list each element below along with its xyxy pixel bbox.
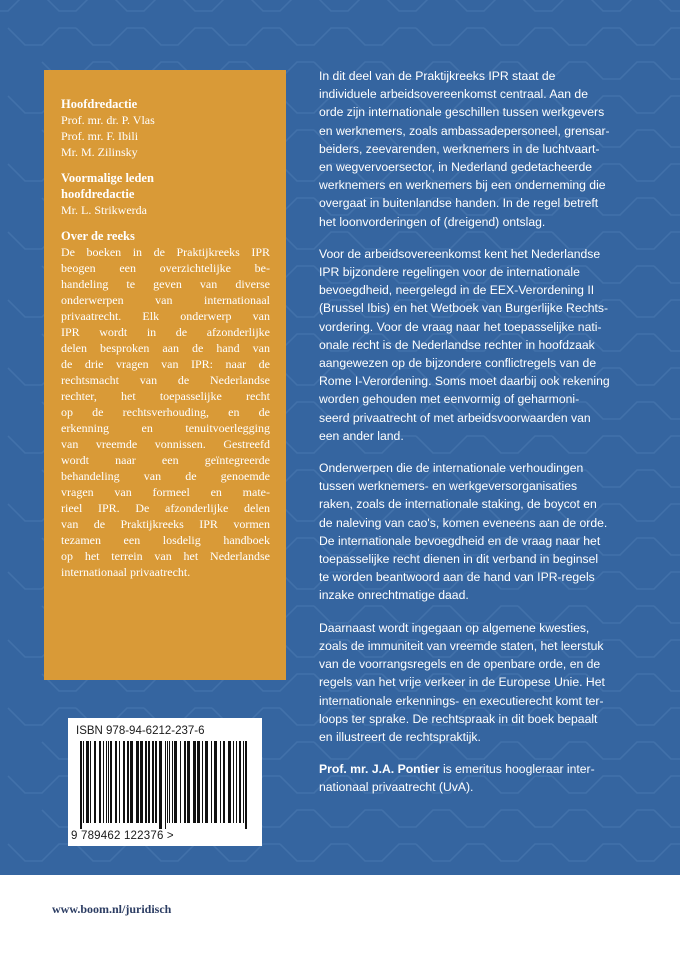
barcode-bar	[90, 741, 91, 823]
barcode-digits: 9 789462 122376 >	[71, 830, 174, 842]
blurb-line: Rome I-Verordening. Soms moet daarbij ook rekening	[319, 374, 610, 389]
series-text-line: rieel IPR. De afzonderlijke delen	[61, 501, 270, 515]
series-text-line: behandeling van de genoemde	[61, 469, 270, 483]
blurb-line: en werknemers, zoals ambassadepersoneel, grensar-	[319, 123, 610, 138]
barcode-bar	[184, 741, 186, 823]
series-text-line: internationaal privaatrecht.	[61, 565, 191, 579]
series-text-line: erkenning en tenuitvoerlegging	[61, 421, 270, 435]
blurb-line: seerd privaatrecht of met arbeidsvoorwaarden van	[319, 410, 591, 425]
blurb-line: orde zijn internationale geschillen tussen werkgevers	[319, 105, 605, 120]
barcode-bars	[76, 741, 254, 829]
blurb-line: worden gehouden met eenvormig of geharmoni-	[319, 392, 580, 407]
blurb-paragraph	[319, 67, 641, 231]
editor-name: Mr. M. Zilinsky	[61, 145, 138, 159]
barcode-bar	[130, 741, 133, 823]
blurb-line: loops ter sprake. De rechtspraak in dit boek bepaalt	[319, 711, 598, 726]
barcode-bar	[172, 741, 173, 823]
series-description	[61, 244, 270, 580]
barcode-bar	[136, 741, 139, 823]
barcode-bar	[145, 741, 147, 823]
barcode-bar	[115, 741, 117, 823]
isbn-label: ISBN 978-94-6212-237-6	[76, 725, 205, 737]
series-text-line: rechtsmacht van de Nederlandse	[61, 373, 270, 387]
publisher-url: www.boom.nl/juridisch	[52, 902, 172, 916]
barcode-bar	[83, 741, 84, 823]
blurb-text	[319, 67, 641, 811]
barcode-bar	[193, 741, 196, 823]
author-line: nationaal privaatrecht (UvA).	[319, 780, 474, 795]
barcode-bar	[155, 741, 157, 823]
barcode-bar	[228, 741, 231, 823]
series-heading: Over de reeks	[61, 229, 135, 243]
barcode-bar	[202, 741, 203, 823]
barcode-bar	[243, 741, 244, 823]
editor-name: Prof. mr. dr. P. Vlas	[61, 113, 155, 127]
author-line	[319, 760, 641, 778]
isbn-barcode	[68, 718, 262, 846]
series-text-line: De boeken in de Praktijkreeks IPR	[61, 245, 270, 259]
barcode-bar	[86, 741, 89, 823]
former-editor-name: Mr. L. Strikwerda	[61, 203, 147, 217]
blurb-line: het loonvorderingen of (dreigend) ontslag.	[319, 214, 546, 229]
series-text-line: wordt naar een geïntegreerde	[61, 453, 270, 467]
series-text-line: van de Praktijkreeks IPR vormen	[61, 517, 270, 531]
blurb-line: en wegvervoersector, in Nederland gedetacheerde	[319, 160, 593, 175]
blurb-line: De internationale bevoegdheid en de vraag naar het	[319, 533, 601, 548]
barcode-bar	[148, 741, 150, 823]
barcode-bar	[140, 741, 143, 823]
barcode-bar	[119, 741, 120, 823]
blurb-line: van de voorrangsregels en de openbare orde, en de	[319, 657, 601, 672]
barcode-bar	[123, 741, 125, 823]
blurb-line: en illustreert de rechtspraktijk.	[319, 729, 481, 744]
barcode-bar	[94, 741, 96, 823]
barcode-bar	[152, 741, 154, 823]
blurb-line: Onderwerpen die de internationale verhoudingen	[319, 461, 584, 476]
barcode-bar	[245, 741, 247, 829]
barcode-bar	[233, 741, 234, 823]
blurb-line: Daarnaast wordt ingegaan op algemene kwesties,	[319, 620, 590, 635]
blurb-line: vordering. Voor de vraag naar het toepasselijke nati-	[319, 319, 602, 334]
former-editors-block	[61, 170, 270, 218]
series-text-line: op het terrein van het Nederlandse	[61, 549, 270, 563]
author-note	[319, 760, 641, 796]
blurb-line: te worden beantwoord aan de hand van IPR-regels	[319, 570, 595, 585]
barcode-bar	[108, 741, 109, 823]
blurb-line: raken, zoals de internationale staking, de boycot en	[319, 497, 597, 512]
barcode-bar	[99, 741, 101, 823]
blurb-line: (Brussel Ibis) en het Wetboek van Burgerlijke Rechts-	[319, 301, 609, 316]
barcode-bar	[211, 741, 212, 823]
author-line-rest: is emeritus hoogleraar inter-	[439, 762, 595, 777]
barcode-bar	[220, 741, 221, 823]
blurb-line: In dit deel van de Praktijkreeks IPR staat de	[319, 69, 556, 83]
blurb-paragraph	[319, 245, 641, 445]
heading-line: Voormalige leden	[61, 171, 154, 185]
barcode-bar	[214, 741, 217, 823]
barcode-bar	[236, 741, 237, 823]
series-text-line: IPR wordt in de afzonderlijke	[61, 325, 270, 339]
blurb-line: een ander land.	[319, 428, 404, 443]
series-text-line: op de rechtsverhouding, en de	[61, 405, 270, 419]
blurb-line: onale recht is de Nederlandse rechter in hoofdzaak	[319, 337, 595, 352]
blurb-line: aangewezen op de bijzondere conflictregels van de	[319, 356, 597, 371]
blurb-paragraph	[319, 619, 641, 746]
barcode-bar	[103, 741, 104, 823]
editors-block	[61, 96, 270, 160]
blurb-line: Voor de arbeidsovereenkomst kent het Nederlandse	[319, 246, 601, 261]
series-text-line: onderwerpen van internationaal	[61, 293, 270, 307]
barcode-bar	[110, 741, 112, 823]
blurb-line: tussen werknemers- en werkgeversorganisaties	[319, 479, 578, 494]
barcode-bar	[165, 741, 166, 829]
blurb-line: individuele arbeidsovereenkomst centraal. Aan de	[319, 87, 588, 102]
barcode-bar	[169, 741, 170, 823]
barcode-bar	[80, 741, 82, 829]
barcode-bar	[106, 741, 107, 823]
blurb-line: regels van het vrije verkeer in de Europese Unie. Het	[319, 675, 605, 690]
barcode-bar	[205, 741, 208, 823]
series-text-line: rechter, het toepasselijke recht	[61, 389, 270, 403]
blurb-line: bevoegdheid, neergelegd in de EEX-Verordening II	[319, 283, 595, 298]
blurb-line: de naleving van cao's, komen eveneens aan de orde.	[319, 515, 608, 530]
blurb-line: beiders, zeevarenden, werknemers in de luchtvaart-	[319, 141, 600, 156]
barcode-bar	[180, 741, 181, 823]
barcode-bar	[174, 741, 177, 823]
series-text-line: delen besproken aan de hand van	[61, 341, 270, 355]
author-name: Prof. mr. J.A. Pontier	[319, 762, 440, 777]
blurb-line: overgaat in buitenlandse handen. In de regel betreft	[319, 196, 599, 211]
blurb-line: zoals de immuniteit van vreemde staten, het leerstuk	[319, 638, 604, 653]
former-editors-heading	[61, 170, 270, 202]
barcode-bar	[197, 741, 200, 823]
series-block	[61, 228, 270, 580]
blurb-line: inzake onrechtmatige daad.	[319, 588, 469, 603]
series-text-line: handeling te geven van diverse	[61, 277, 270, 291]
barcode-bar	[167, 741, 168, 823]
barcode-bar	[187, 741, 190, 823]
blurb-line: internationale erkennings- en executierecht komt ter-	[319, 693, 604, 708]
blurb-paragraph	[319, 459, 641, 605]
blurb-line: toepasselijke recht dienen in dit verband in beginsel	[319, 552, 599, 567]
blurb-line: werknemers en werknemers bij een onderneming die	[319, 178, 606, 193]
heading-line: hoofdredactie	[61, 187, 135, 201]
barcode-bar	[223, 741, 225, 823]
series-text-line: vragen van formeel en mate-	[61, 485, 270, 499]
editorial-sidebar	[44, 70, 286, 680]
barcode-bar	[239, 741, 241, 823]
series-text-line: de drie vragen van IPR: naar de	[61, 357, 270, 371]
blurb-paragraphs	[319, 67, 641, 746]
blurb-line: IPR bijzondere regelingen voor de internationale	[319, 265, 580, 280]
editor-name: Prof. mr. F. Ibili	[61, 129, 139, 143]
editors-heading: Hoofdredactie	[61, 97, 138, 111]
series-text-line: privaatrecht. Elk onderwerp van	[61, 309, 270, 323]
barcode-bar	[159, 741, 162, 829]
series-text-line: tezamen een losdelig handboek	[61, 533, 270, 547]
series-text-line: beogen een overzichtelijke be-	[61, 261, 270, 275]
series-text-line: van vreemde vonnissen. Gestreefd	[61, 437, 270, 451]
barcode-bar	[127, 741, 129, 823]
